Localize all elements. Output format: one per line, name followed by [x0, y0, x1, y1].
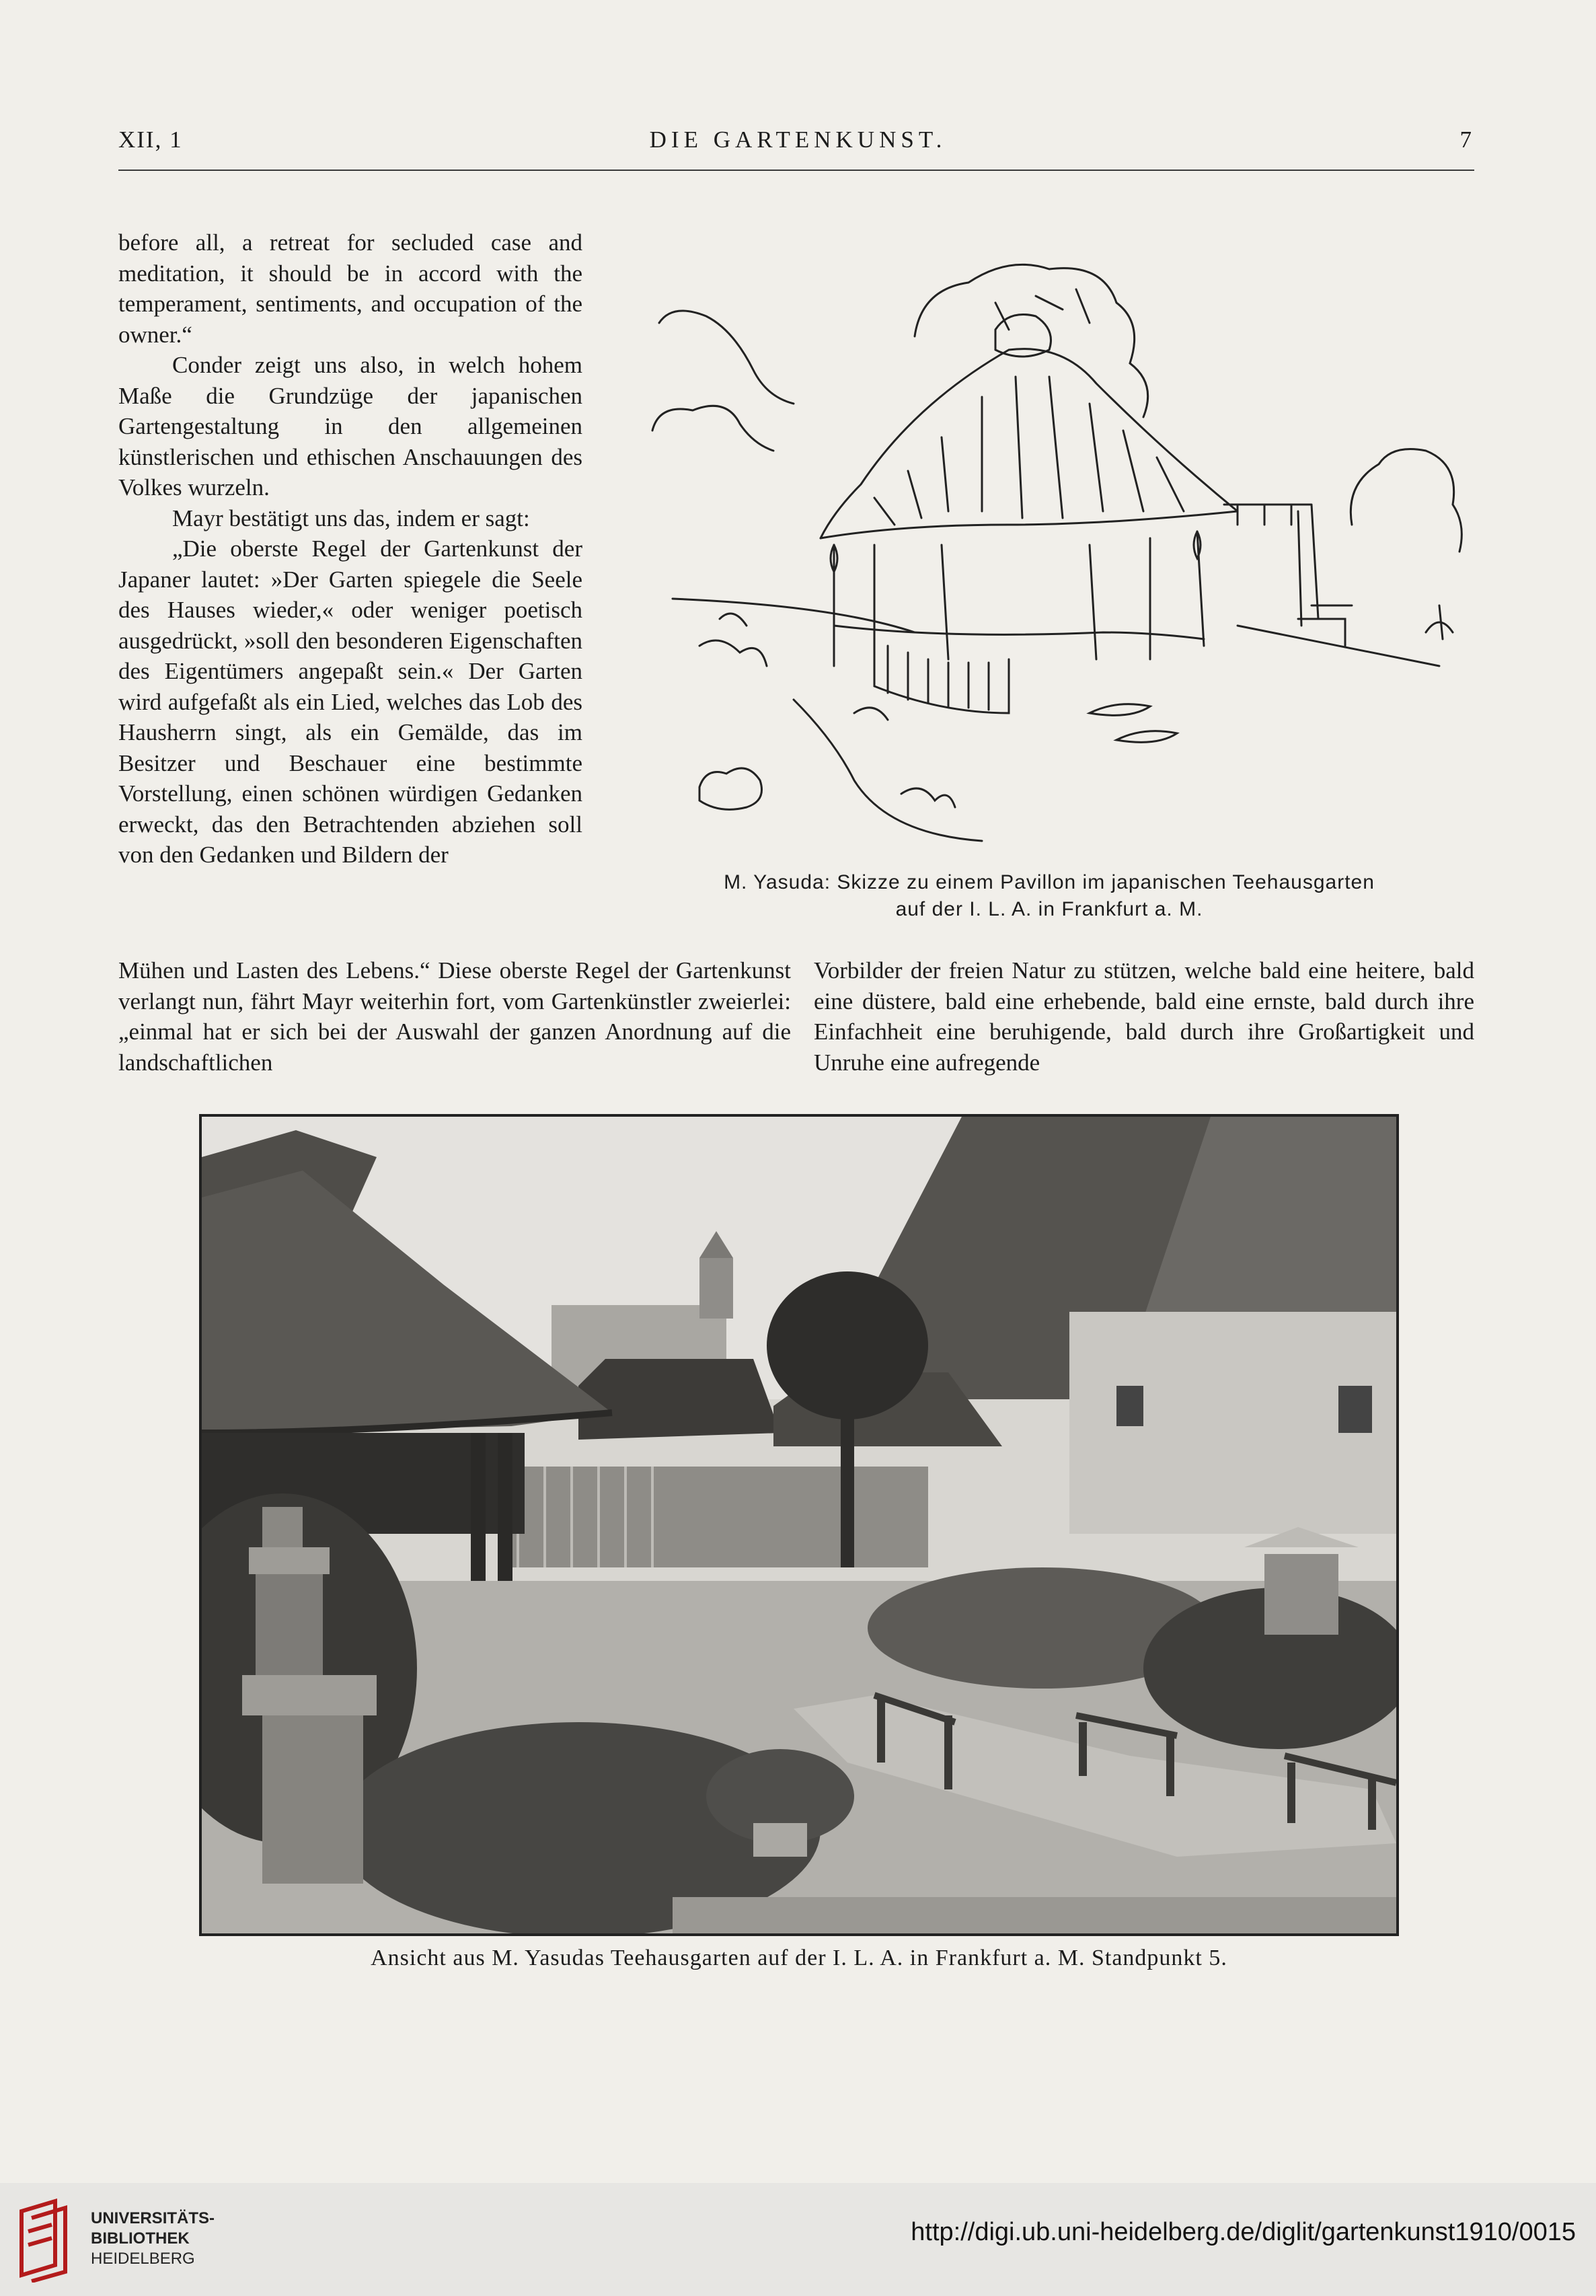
text-column-bottom-right — [814, 955, 1474, 1078]
garden-photograph — [199, 1114, 1399, 1936]
sketch-caption — [646, 869, 1453, 923]
header-rule — [118, 170, 1474, 171]
volume-issue: XII, 1 — [118, 126, 183, 153]
library-logo-icon — [15, 2198, 82, 2283]
text-column-bottom-left — [118, 955, 791, 1078]
photo-caption: Ansicht aus M. Yasudas Teehausgarten auf der I. L. A. in Frankfurt a. M. Standpunkt 5. — [371, 1946, 1227, 1970]
paragraph: Conder zeigt uns also, in welch hohem Maße die Grundzüge der japanischen Gartengestaltung in den allgemeinen künstlerischen und ethischen Anschauungen des Volkes wurzeln. — [118, 352, 582, 501]
running-title: DIE GARTENKUNST. — [649, 126, 947, 153]
sketch-caption-line2: auf der I. L. A. in Frankfurt a. M. — [895, 898, 1203, 920]
library-name — [91, 2209, 215, 2269]
paragraph: Vorbilder der freien Natur zu stützen, welche bald eine heitere, bald eine düstere, bald eine erhebende, bald eine ernste, bald durch ihre Einfachheit eine beruhigende, bald durch ihre Großartigkeit und Unruhe eine aufregende — [814, 957, 1474, 1076]
library-name-line1: UNIVERSITÄTS- — [91, 2209, 215, 2227]
permalink-url[interactable]: http://digi.ub.uni-heidelberg.de/diglit/gartenkunst1910/0015 — [911, 2218, 1576, 2246]
library-name-line2: BIBLIOTHEK — [91, 2229, 190, 2248]
library-name-line3: HEIDELBERG — [91, 2250, 195, 2268]
paragraph: before all, a retreat for secluded case and meditation, it should be in accord with the temperament, sentiments, and occupation of the owner.“ — [118, 229, 582, 348]
paragraph: Mayr bestätigt uns das, indem er sagt: — [172, 505, 530, 531]
text-column-top-left — [118, 227, 582, 871]
library-footer — [0, 2183, 1596, 2296]
paragraph: „Die oberste Regel der Gartenkunst der Japaner lautet: »Der Garten spiegele die Seele des Hauses wieder,« oder weniger poetisch ausgedrückt, »soll den besonderen Eigenschaften des Eigentümers angepaßt sein.« Der Garten wird aufgefaßt als ein Lied, welches das Lob des Hausherrn singt, als ein Gemälde, das im Besitzer und Beschauer eine bestimmte Vorstellung, einen schönen würdigen Gedanken erweckt, das den Betrachtenden abziehen soll von den Gedanken und Bildern der — [118, 535, 582, 868]
pavilion-sketch — [632, 229, 1474, 868]
sketch-caption-line1: M. Yasuda: Skizze zu einem Pavillon im japanischen Teehausgarten — [724, 871, 1375, 893]
page-number: 7 — [1459, 126, 1473, 153]
paragraph: Mühen und Lasten des Lebens.“ Diese oberste Regel der Gartenkunst verlangt nun, fährt Mayr weiterhin fort, vom Gartenkünstler zweierlei: „einmal hat er sich bei der Auswahl der ganzen Anordnung auf die landschaftlichen — [118, 957, 791, 1076]
